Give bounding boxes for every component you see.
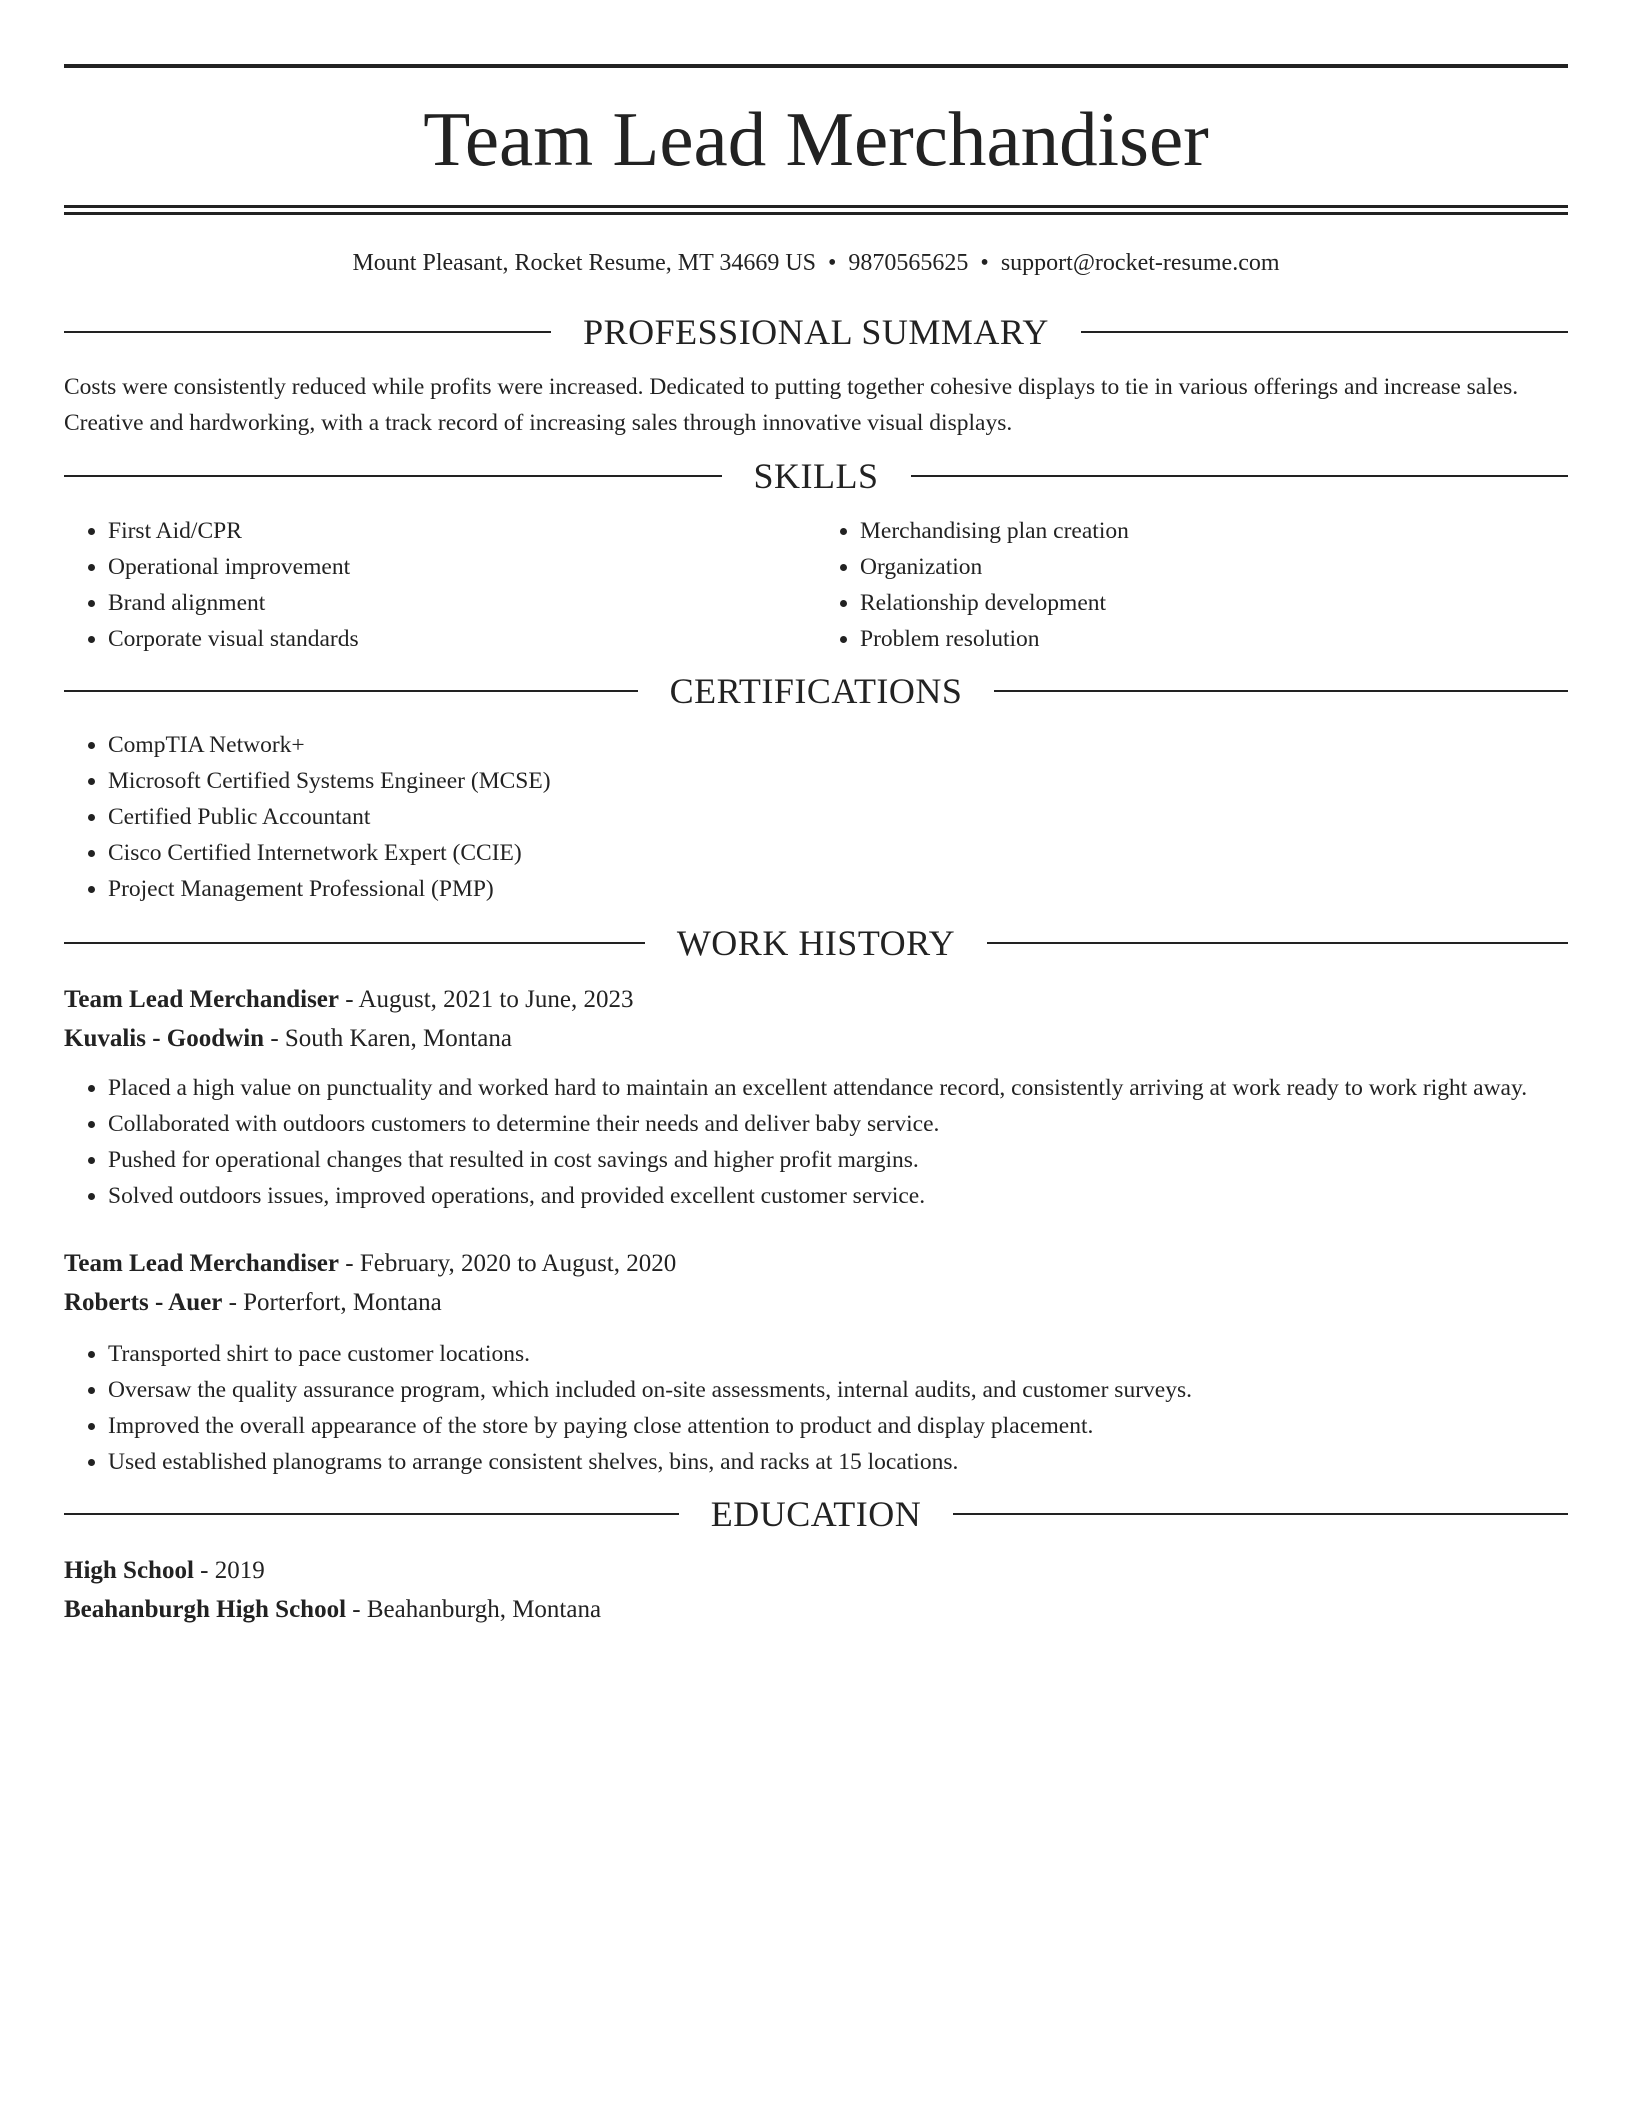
certification-item: • Microsoft Certified Systems Engineer (MCSE) <box>108 763 1568 799</box>
job-duties-list <box>64 1070 1568 1214</box>
education-entry <box>64 1551 1568 1629</box>
work-history-heading-text: WORK HISTORY <box>676 923 956 963</box>
skill-item: • First Aid/CPR <box>108 513 816 549</box>
employer-line <box>64 1283 1568 1322</box>
job-title-line <box>64 1244 1568 1283</box>
job-duties-list <box>64 1336 1568 1480</box>
contact-address: Mount Pleasant, Rocket Resume, MT 34669 US <box>352 250 817 276</box>
summary-heading-text: PROFESSIONAL SUMMARY <box>583 312 1049 352</box>
education-heading-text: EDUCATION <box>710 1494 922 1534</box>
graduation-year: - 2019 <box>193 1557 265 1584</box>
skills-heading-text: SKILLS <box>753 456 879 496</box>
skill-item: • Operational improvement <box>108 549 816 585</box>
skill-item: • Problem resolution <box>860 621 1568 657</box>
summary-text: Costs were consistently reduced while profits were increased. Dedicated to putting together cohesive displays to tie in various offerings and increase sales. Creative and hardworking, with a track record of increasing sales through innovative visual displays. <box>64 374 1519 436</box>
job-duty: • Transported shirt to pace customer locations. <box>108 1336 1568 1372</box>
skill-item: • Relationship development <box>860 585 1568 621</box>
job-dates: - August, 2021 to June, 2023 <box>339 986 634 1013</box>
certifications-list <box>64 727 1568 907</box>
contact-separator: • <box>828 250 837 276</box>
heading-rule-right <box>911 475 1569 477</box>
resume-title: Team Lead Merchandiser <box>423 96 1209 182</box>
school-location: - Beahanburgh, Montana <box>346 1596 602 1623</box>
school-name: Beahanburgh High School <box>64 1596 347 1623</box>
employer-location: - Porterfort, Montana <box>222 1289 442 1316</box>
education-section-heading <box>64 1492 1568 1536</box>
employer-location: - South Karen, Montana <box>264 1025 512 1052</box>
skill-item: • Merchandising plan creation <box>860 513 1568 549</box>
heading-rule-left <box>64 942 645 944</box>
contact-phone: 9870565625 <box>848 250 969 276</box>
school-line <box>64 1590 1568 1629</box>
certifications-heading-text: CERTIFICATIONS <box>669 671 963 711</box>
title-double-rule <box>64 205 1568 215</box>
heading-rule-right <box>994 690 1568 692</box>
skills-grid <box>64 513 1568 657</box>
contact-email: support@rocket-resume.com <box>1000 250 1280 276</box>
degree-line <box>64 1551 1568 1590</box>
job-duty: • Improved the overall appearance of the store by paying close attention to product and display placement. <box>108 1408 1568 1444</box>
job-duty: • Placed a high value on punctuality and worked hard to maintain an excellent attendance record, consistently arriving at work ready to work right away. <box>108 1070 1568 1106</box>
job-duty: • Solved outdoors issues, improved operations, and provided excellent customer service. <box>108 1178 1568 1214</box>
employer-name: Kuvalis - Goodwin <box>64 1025 265 1052</box>
job-duty: • Collaborated with outdoors customers to determine their needs and deliver baby service. <box>108 1106 1568 1142</box>
certification-item: • Cisco Certified Internetwork Expert (CCIE) <box>108 835 1568 871</box>
job-duty: • Oversaw the quality assurance program, which included on-site assessments, internal audits, and customer surveys. <box>108 1372 1568 1408</box>
skills-section-heading <box>64 454 1568 498</box>
heading-rule-left <box>64 1513 679 1515</box>
skills-list-right <box>816 513 1568 657</box>
summary-section-heading <box>64 310 1568 354</box>
job-title: Team Lead Merchandiser <box>64 986 339 1013</box>
certifications-section-heading <box>64 669 1568 713</box>
certification-item: • CompTIA Network+ <box>108 727 1568 763</box>
heading-rule-left <box>64 690 638 692</box>
skills-list-left <box>64 513 816 657</box>
job-title: Team Lead Merchandiser <box>64 1250 339 1277</box>
heading-rule-left <box>64 475 722 477</box>
certification-item: • Project Management Professional (PMP) <box>108 871 1568 907</box>
certification-item: • Certified Public Accountant <box>108 799 1568 835</box>
employer-name: Roberts - Auer <box>64 1289 223 1316</box>
heading-rule-right <box>953 1513 1568 1515</box>
job-duty: • Pushed for operational changes that resulted in cost savings and higher profit margins. <box>108 1142 1568 1178</box>
skill-item: • Corporate visual standards <box>108 621 816 657</box>
degree-name: High School <box>64 1557 194 1584</box>
job-entry <box>64 980 1568 1214</box>
job-title-line <box>64 980 1568 1019</box>
employer-line <box>64 1019 1568 1058</box>
resume-page <box>64 64 1568 1629</box>
job-dates: - February, 2020 to August, 2020 <box>339 1250 677 1277</box>
work-history-section-heading <box>64 921 1568 965</box>
skill-item: • Brand alignment <box>108 585 816 621</box>
skill-item: • Organization <box>860 549 1568 585</box>
contact-line <box>64 248 1568 278</box>
job-duty: • Used established planograms to arrange consistent shelves, bins, and racks at 15 locations. <box>108 1444 1568 1480</box>
heading-rule-left <box>64 331 551 333</box>
job-entry <box>64 1244 1568 1480</box>
contact-separator: • <box>980 250 989 276</box>
heading-rule-right <box>987 942 1568 944</box>
heading-rule-right <box>1081 331 1568 333</box>
